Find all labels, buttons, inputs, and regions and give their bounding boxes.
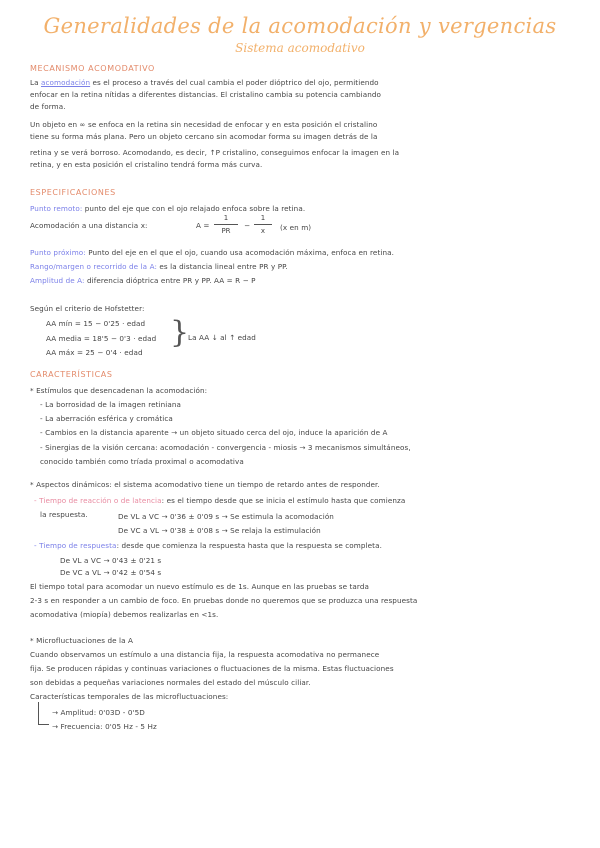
formula-media: AA media = 18'5 − 0'3 · edad [46,334,157,343]
text-line: De VL a VC → 0'43 ± 0'21 s [60,556,162,565]
text-line: la respuesta. [40,510,88,519]
text-line: De VC a VL → 0'42 ± 0'54 s [60,568,162,577]
text-line: enfocar en la retina nítidas a diferentes distancias. El cristalino cambia su potencia cambiando [30,90,382,99]
text-line: De VL a VC → 0'36 ± 0'09 s → Se estimula la acomodación [118,512,334,521]
bracket-icon [38,702,49,725]
text-line: de forma. [30,102,66,111]
text-line: La acomodación es el proceso a través del cual cambia el poder dióptrico del ojo, permitiendo [30,78,379,87]
hofstetter-result: La AA ↓ al ↑ edad [188,333,256,342]
term-tiempo-reaccion: - Tiempo de reacción o de latencia [34,496,162,505]
formula-num2: 1 [260,214,266,222]
list-item: - La aberración esférica y cromática [40,414,173,423]
text-line: son debidas a pequeñas variaciones normales del estado del músculo ciliar. [30,678,311,687]
formula-minus: − [244,221,251,230]
text-line: * Aspectos dinámicos: el sistema acomodativo tiene un tiempo de retardo antes de responder. [30,480,380,489]
text-line: Rango/margen o recorrido de la A: es la distancia lineal entre PR y PP. [30,262,288,271]
formula-max: AA máx = 25 − 0'4 · edad [46,348,143,357]
formula-min: AA mín = 15 − 0'25 · edad [46,319,146,328]
section-especificaciones: ESPECIFICACIONES [30,188,116,197]
text-line: fija. Se producen rápidas y continuas variaciones o fluctuaciones de la misma. Estas fluctuaciones [30,664,394,673]
list-item: - La borrosidad de la imagen retiniana [40,400,182,409]
list-item: → Amplitud: 0'03D - 0'5D [52,708,145,717]
section-caracteristicas: CARACTERÍSTICAS [30,370,113,379]
text-line: Características temporales de las microfluctuaciones: [30,692,229,701]
text-line: Acomodación a una distancia x: [30,221,148,230]
list-item: - Cambios en la distancia aparente → un objeto situado cerca del ojo, induce la aparición de A [40,428,388,437]
term-acomodacion: acomodación [41,78,91,87]
text-line: El tiempo total para acomodar un nuevo estímulo es de 1s. Aunque en las pruebas se tarda [30,582,369,591]
text-line: Punto próximo: Punto del eje en el que el ojo, cuando usa acomodación máxima, enfoca en retina. [30,248,395,257]
term-punto-proximo: Punto próximo: [30,248,86,257]
term-tiempo-respuesta: - Tiempo de respuesta [34,541,117,550]
text-line: acomodativa (miopía) debemos realizarlas en <1s. [30,610,219,619]
list-item: - Sinergias de la visión cercana: acomodación - convergencia - miosis → 3 mecanismos simultáneos, [40,443,411,452]
text-line: Punto remoto: punto del eje que con el ojo relajado enfoca sobre la retina. [30,204,306,213]
page-title: Generalidades de la acomodación y vergencias [43,14,557,38]
formula-units: (x en m) [280,223,312,232]
text-line: Amplitud de A: diferencia dióptrica entre PR y PP. AA = R − P [30,276,256,285]
page-subtitle: Sistema acomodativo [235,41,365,55]
text-line: - Tiempo de reacción o de latencia: es el tiempo desde que se inicia el estímulo hasta que comienza [34,496,406,505]
list-item: → Frecuencia: 0'05 Hz - 5 Hz [52,722,157,731]
fraction-bar [214,224,238,225]
fraction-bar [254,224,272,225]
formula-den1: PR [221,227,231,235]
text-line: Un objeto en ∞ se enfoca en la retina sin necesidad de enfocar y en esta posición el cristalino [30,120,378,129]
section-mecanismo: MECANISMO ACOMODATIVO [30,64,155,73]
text-line: retina, y en esta posición el cristalino tendrá forma más curva. [30,160,263,169]
term-amplitud: Amplitud de A: [30,276,85,285]
text-line: 2-3 s en responder a un cambio de foco. En pruebas donde no queremos que se produzca una respuesta [30,596,418,605]
text-line: Cuando observamos un estímulo a una distancia fija, la respuesta acomodativa no permanece [30,650,380,659]
formula-den2: x [260,227,266,235]
brace-icon: } [170,315,190,350]
text-line: * Microfluctuaciones de la A [30,636,134,645]
list-item: conocido también como tríada proximal o acomodativa [40,457,244,466]
text-line: * Estímulos que desencadenan la acomodación: [30,386,208,395]
term-rango: Rango/margen o recorrido de la A: [30,262,157,271]
text-line: De VC a VL → 0'38 ± 0'08 s → Se relaja la estimulación [118,526,321,535]
text-line: Según el criterio de Hofstetter: [30,304,145,313]
formula-num1: 1 [223,214,229,222]
text-line: tiene su forma más plana. Pero un objeto cercano sin acomodar forma su imagen detrás de la [30,132,378,141]
text-line: retina y se verá borroso. Acomodando, es decir, ↑P cristalino, conseguimos enfocar la imagen en la [30,148,400,157]
formula-a: A = [196,221,210,230]
term-punto-remoto: Punto remoto: [30,204,83,213]
text-line: - Tiempo de respuesta: desde que comienza la respuesta hasta que la respuesta se completa. [34,541,382,550]
